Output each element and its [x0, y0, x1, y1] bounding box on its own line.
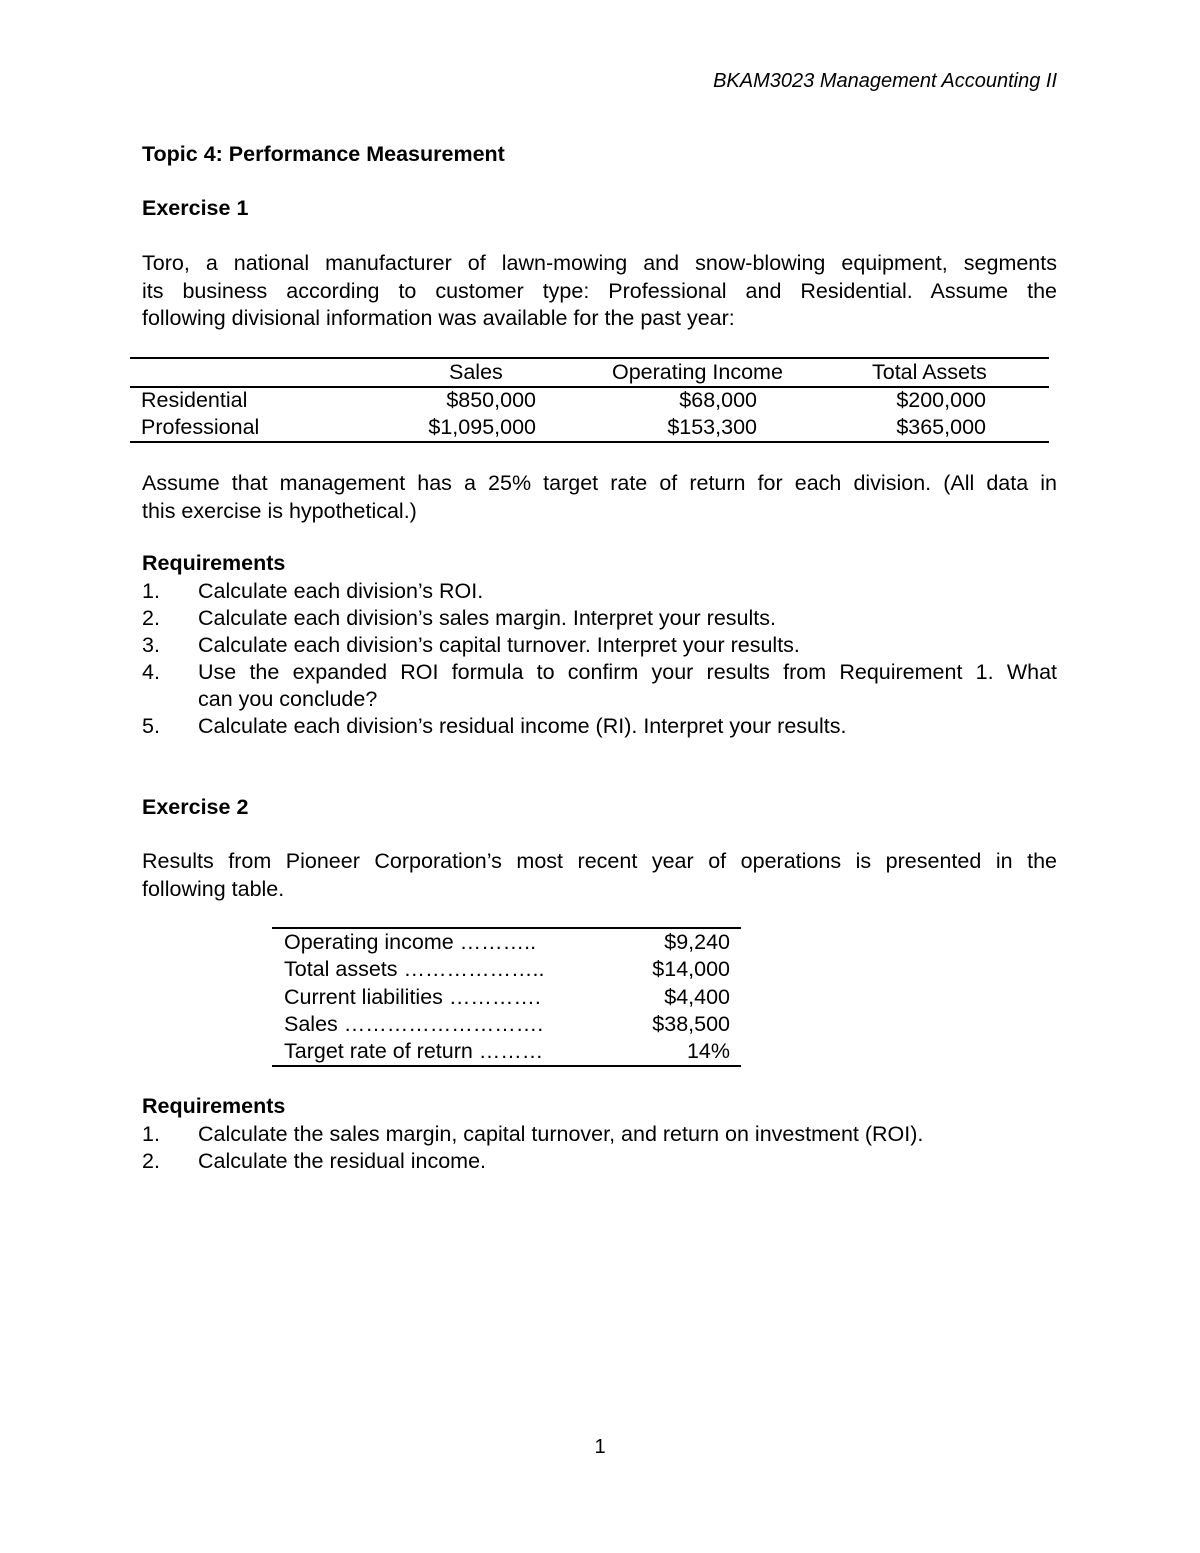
exercise-1-assumption	[142, 470, 1057, 525]
topic-title: Topic 4: Performance Measurement	[142, 142, 505, 166]
paragraph-line: Assume that management has a 25% target rate of return for each division. (All data in	[142, 471, 1057, 495]
column-header-operating-income: Operating Income	[612, 360, 783, 384]
list-text: Calculate each division’s residual income (RI). Interpret your results.	[198, 714, 847, 738]
row-label: Current liabilities ………….	[284, 985, 541, 1009]
column-header-total-assets: Total Assets	[872, 360, 987, 384]
list-item	[142, 713, 1057, 740]
cell-residential-sales: $850,000	[446, 388, 536, 412]
row-label: Target rate of return ………	[284, 1039, 544, 1063]
row-label: Operating income ………..	[284, 930, 537, 954]
list-number: 1.	[142, 579, 160, 603]
row-value: 14%	[686, 1039, 730, 1063]
paragraph-line: this exercise is hypothetical.)	[142, 498, 417, 523]
list-item	[142, 605, 1057, 632]
table-row	[284, 1011, 730, 1038]
exercise-2-intro	[142, 848, 1057, 903]
list-text: Calculate the sales margin, capital turnover, and return on investment (ROI).	[198, 1122, 924, 1146]
paragraph-line: following divisional information was available for the past year:	[142, 306, 735, 330]
list-text: Calculate each division’s capital turnover. Interpret your results.	[198, 633, 800, 657]
list-number: 2.	[142, 1149, 160, 1173]
table-bottom-rule	[272, 1065, 741, 1067]
document-header: BKAM3023 Management Accounting II	[713, 70, 1057, 92]
list-text: can you conclude?	[198, 687, 378, 711]
list-number: 3.	[142, 633, 160, 657]
cell-professional-sales: $1,095,000	[428, 415, 536, 439]
list-text: Calculate each division’s sales margin. Interpret your results.	[198, 606, 776, 630]
list-number: 5.	[142, 714, 160, 738]
exercise-1-intro	[142, 250, 1057, 333]
table-row	[284, 984, 730, 1011]
exercise-1-heading: Exercise 1	[142, 196, 249, 220]
column-header-sales: Sales	[449, 360, 503, 384]
cell-professional-total-assets: $365,000	[896, 415, 986, 439]
row-value: $4,400	[664, 985, 730, 1009]
exercise-2-heading: Exercise 2	[142, 795, 249, 819]
list-text: Calculate each division’s ROI.	[198, 579, 484, 603]
row-label: Sales ……………………….	[284, 1012, 544, 1036]
list-number: 1.	[142, 1122, 160, 1146]
cell-professional-operating-income: $153,300	[667, 415, 757, 439]
list-text: Calculate the residual income.	[198, 1149, 487, 1173]
table-row	[284, 929, 730, 956]
row-value: $14,000	[652, 957, 730, 981]
paragraph-line: its business according to customer type: Professional and Residential. Assume the	[142, 278, 1057, 303]
list-item	[142, 1148, 1057, 1175]
exercise-1-requirements-heading: Requirements	[142, 551, 286, 575]
list-item	[142, 1121, 1057, 1148]
page-number: 1	[594, 1436, 606, 1458]
cell-residential-operating-income: $68,000	[679, 388, 757, 412]
list-number: 2.	[142, 606, 160, 630]
list-text: Use the expanded ROI formula to confirm your results from Requirement 1. What	[198, 660, 1057, 684]
list-item	[142, 632, 1057, 659]
paragraph-line: Results from Pioneer Corporation’s most recent year of operations is presented in the	[142, 849, 1057, 873]
row-value: $9,240	[664, 930, 730, 954]
exercise-1-requirements-list	[142, 578, 1057, 740]
paragraph-line: Toro, a national manufacturer of lawn-mowing and snow-blowing equipment, segments	[142, 251, 1057, 275]
list-number: 4.	[142, 660, 160, 684]
row-label-residential: Residential	[141, 388, 248, 412]
table-bottom-rule	[130, 441, 1049, 443]
paragraph-line: following table.	[142, 876, 285, 901]
exercise-2-requirements-heading: Requirements	[142, 1094, 286, 1118]
table-row	[284, 956, 730, 983]
list-item	[142, 659, 1057, 713]
cell-residential-total-assets: $200,000	[896, 388, 986, 412]
exercise-2-requirements-list	[142, 1121, 1057, 1175]
row-label: Total assets ………………..	[284, 957, 545, 981]
row-value: $38,500	[652, 1012, 730, 1036]
row-label-professional: Professional	[141, 415, 260, 439]
list-item	[142, 578, 1057, 605]
table-row	[284, 1038, 730, 1065]
